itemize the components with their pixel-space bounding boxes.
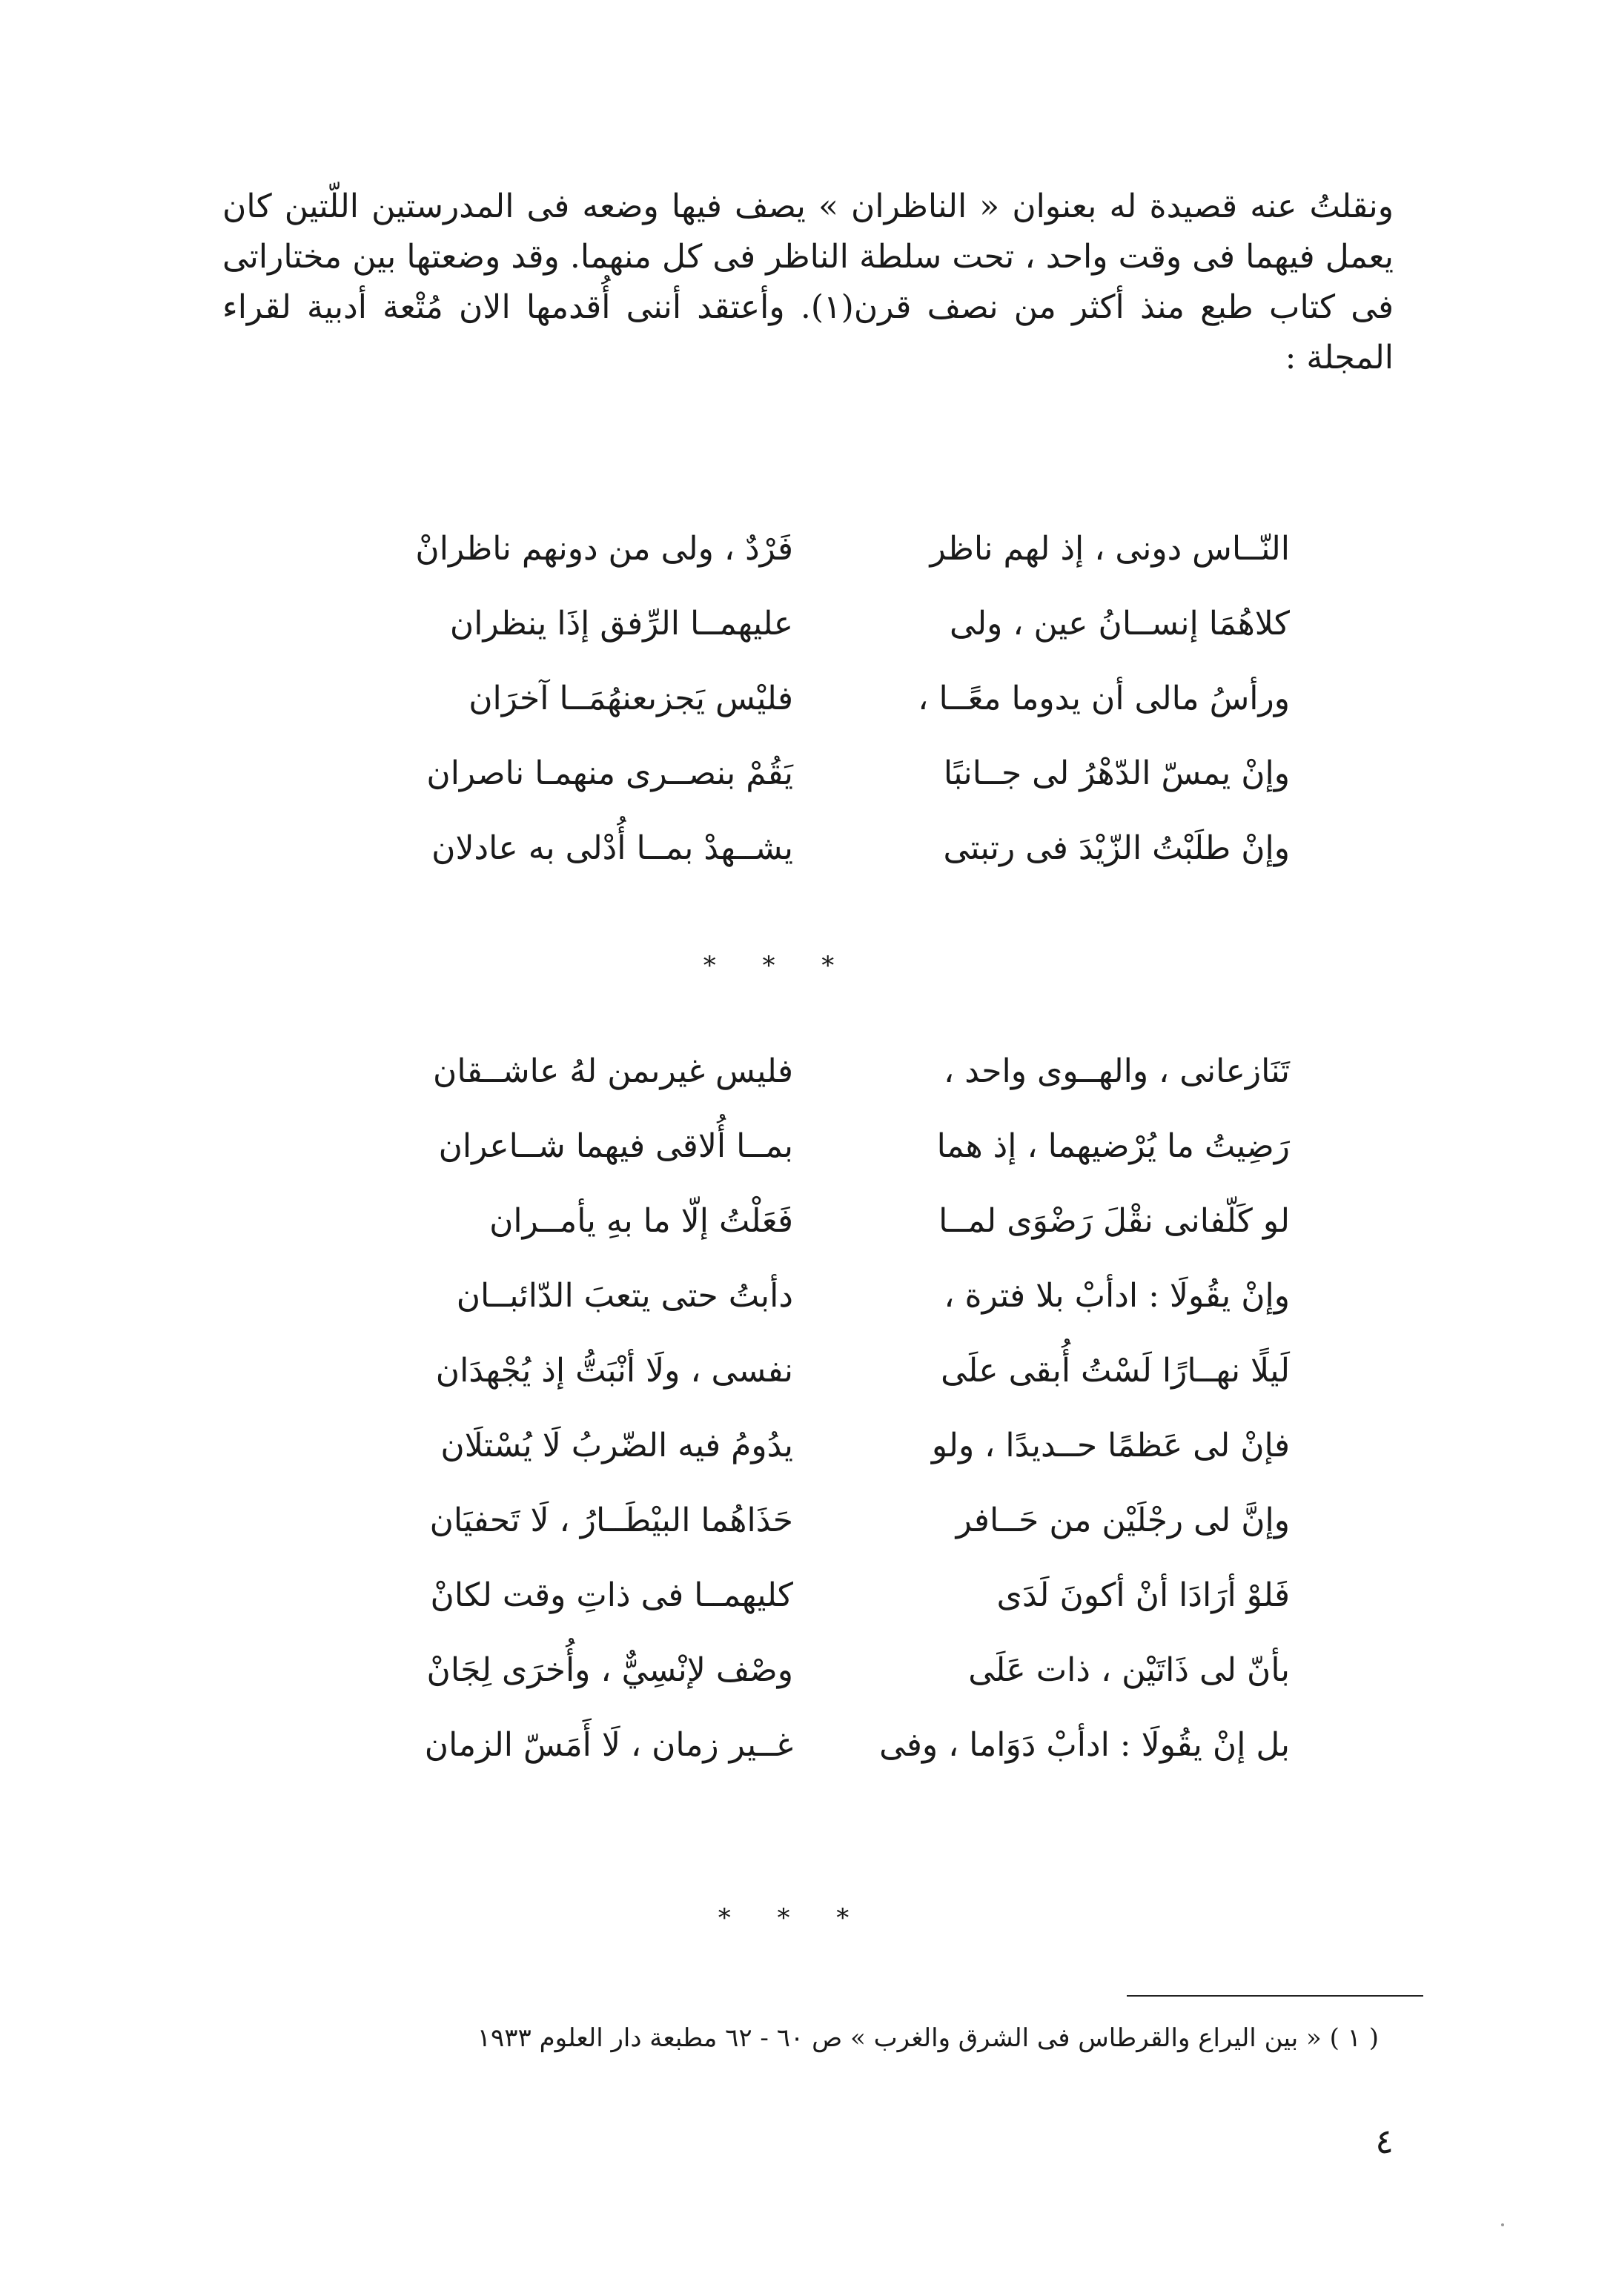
verse-line <box>356 811 1290 886</box>
verse-first-hemistich: لو كَلّفانى نقْلَ رَضْوَى لمــا <box>938 1202 1290 1240</box>
verse-line <box>356 1408 1290 1483</box>
verse-line <box>356 1708 1290 1782</box>
page-number: ٤ <box>1375 2121 1394 2161</box>
verse-first-hemistich: وإنْ يمسّ الدّهْرُ لى جــانبًا <box>943 754 1290 792</box>
poem-stanza-1 <box>356 511 1290 886</box>
verse-line <box>356 1633 1290 1708</box>
verse-line <box>356 1034 1290 1109</box>
verse-line <box>356 1483 1290 1558</box>
footnote: ( ١ ) « بين اليراع والقرطاس فى الشرق والغرب » ص ٦٠ - ٦٢ مطبعة دار العلوم ١٩٣٣ <box>477 2023 1379 2053</box>
verse-second-hemistich: نفسى ، ولَا أنْبَتُّ إذ يُجْهدَان <box>435 1352 793 1390</box>
verse-line <box>356 661 1290 736</box>
verse-first-hemistich: تَنَازعانى ، والهــوى واحد ، <box>944 1052 1290 1090</box>
section-separator: * * * <box>703 951 854 981</box>
verse-line <box>356 736 1290 811</box>
verse-second-hemistich: يَقُمْ بنصــرى منهمـا ناصران <box>426 754 793 792</box>
verse-first-hemistich: بل إنْ يقُولَا : ادأبْ دَوَاما ، وفى <box>879 1726 1290 1764</box>
poem-stanza-2 <box>356 1034 1290 1782</box>
verse-first-hemistich: ورأسُ مالى أن يدوما معًــا ، <box>918 680 1290 717</box>
scan-speck <box>1501 2223 1504 2226</box>
verse-line <box>356 1333 1290 1408</box>
verse-second-hemistich: حَذَاهُما البيْطَــارُ ، لَا تَحفيَان <box>429 1502 793 1539</box>
intro-paragraph <box>222 182 1394 383</box>
verse-second-hemistich: وصْف لإنْسِيٌّ ، وأُخرَى لِجَانْ <box>426 1651 793 1689</box>
verse-second-hemistich: فليْس يَجزىعنهُمَــا آخرَان <box>468 680 793 717</box>
verse-second-hemistich: فَعَلْتُ إلّا ما بهِ يأمــران <box>489 1202 793 1240</box>
verse-line <box>356 511 1290 586</box>
footnote-divider <box>1127 1995 1423 1997</box>
verse-first-hemistich: وإنَّ لى رجْلَيْن من حَــافر <box>956 1502 1290 1539</box>
verse-first-hemistich: النّــاس دونى ، إذ لهم ناظر <box>930 530 1290 568</box>
verse-first-hemistich: رَضِيتُ ما يُرْضيهما ، إذ هما <box>936 1127 1290 1165</box>
verse-second-hemistich: يشــهدْ بمــا أُدْلى به عادلان <box>431 829 793 867</box>
verse-second-hemistich: فَرْدٌ ، ولى من دونهم ناظرانْ <box>415 530 793 568</box>
verse-second-hemistich: بمــا أُلاقى فيهما شــاعران <box>438 1127 793 1165</box>
verse-line <box>356 1184 1290 1258</box>
verse-first-hemistich: وإنْ يقُولَا : ادأبْ بلا فترة ، <box>944 1277 1290 1315</box>
verse-first-hemistich: فإنْ لى عَظمًا حــديدًا ، ولو <box>931 1427 1290 1464</box>
verse-line <box>356 1258 1290 1333</box>
verse-first-hemistich: كلاهُمَا إنســانُ عين ، ولى <box>950 605 1290 643</box>
verse-first-hemistich: فَلوْ أرَادَا أنْ أكونَ لَدَى <box>996 1576 1290 1614</box>
verse-second-hemistich: يدُومُ فيه الضّربُ لَا يُسْتلَان <box>440 1427 793 1464</box>
section-separator: * * * <box>718 1903 869 1933</box>
verse-line <box>356 1558 1290 1633</box>
verse-second-hemistich: دأبتُ حتى يتعبَ الدّائبــان <box>456 1277 793 1315</box>
verse-second-hemistich: عليهمــا الرِّفق إذَا ينظران <box>449 605 793 643</box>
verse-line <box>356 586 1290 661</box>
intro-text: ونقلتُ عنه قصيدة له بعنوان « الناظران » يصف فيها وضعه فى المدرستين اللّتين كان يعمل فيهما فى وقت واحد ، تحت سلطة الناظر فى كل منهما. وقد وضعتها بين مختاراتى فى كتاب طبع منذ أكثر من نصف قرن(١). وأعتقد أننى أُقدمها الان مُتْعة أدبية لقراء المجلة : <box>222 188 1394 376</box>
verse-first-hemistich: بأنّ لى ذَاتَيْن ، ذات عَلَى <box>968 1651 1290 1689</box>
verse-first-hemistich: وإنْ طلَبْتُ الزّيْدَ فى رتبتى <box>943 829 1290 867</box>
verse-first-hemistich: لَيلًا نهــارًا لَسْتُ أُبقى علَى <box>941 1352 1290 1390</box>
verse-line <box>356 1109 1290 1184</box>
verse-second-hemistich: غــير زمان ، لَا أَمَسّ الزمان <box>424 1726 793 1764</box>
verse-second-hemistich: فليس غيرىمن لهُ عاشــقان <box>433 1052 793 1090</box>
verse-second-hemistich: كليهمــا فى ذاتِ وقت لكانْ <box>430 1576 793 1614</box>
